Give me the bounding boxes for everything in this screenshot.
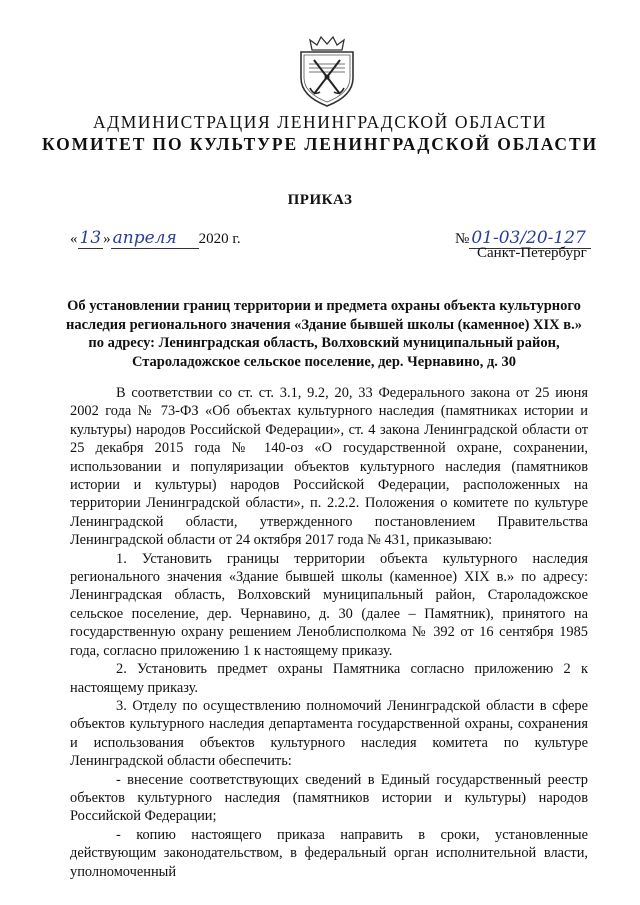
paragraph-subitem-copy: - копию настоящего приказа направить в сроки, установленные действующим законодательством, в федеральный орган исполнительной власти, уполномоченный [70,826,588,880]
date-month: апреля [111,228,199,249]
date-open-quote: « [70,231,78,247]
document-city: Санкт-Петербург [477,245,587,261]
paragraph-item-1: 1. Установить границы территории объекта культурного наследия регионального значения «Здание бывшей школы (каменное) XIX в.» по адресу: Ленинградская область, Волховский муниципальный район, Староладожское сельское поселение, дер. Чернавино, д. 30 (далее – Памятник), принятого на государственную охрану решением Леноблисполкома № 392 от 16 сентября 1985 года, согласно приложению 1 к настоящему приказу. [70,550,588,659]
organization-name: АДМИНИСТРАЦИЯ ЛЕНИНГРАДСКОЙ ОБЛАСТИ [93,112,547,132]
number-prefix: № [455,231,470,247]
document-date [70,228,241,249]
document-title: Об установлении границ территории и предмета охраны объекта культурного наследия регионального значения «Здание бывшей школы (каменное) XIX в.» по адресу: Ленинградская область, Волховский муниципальный район, Староладожское сельское поселение, дер. Чернавино, д. 30 [66,298,582,370]
committee-name: КОМИТЕТ ПО КУЛЬТУРЕ ЛЕНИНГРАДСКОЙ ОБЛАСТИ [41,134,599,154]
date-day: 13 [79,228,102,248]
coat-of-arms-icon [296,34,358,108]
paragraph-item-3: 3. Отделу по осуществлению полномочий Ленинградской области в сфере объектов культурного наследия департамента государственной охраны, сохранения и использования объектов культурного наследия комитета по культуре Ленинградской области обеспечить: [70,697,588,770]
paragraph-item-2: 2. Установить предмет охраны Памятника согласно приложению 2 к настоящему приказу. [70,661,588,696]
document-body [70,384,588,881]
date-close-quote: » [103,231,111,247]
number-value: 01-03/20-127 [469,228,591,249]
paragraph-subitem-registry: - внесение соответствующих сведений в Единый государственный реестр объектов культурного наследия (памятников истории и культуры) народов Российской Федерации; [70,771,588,825]
document-type: ПРИКАЗ [287,192,353,208]
paragraph-preamble: В соответствии со ст. ст. 3.1, 9.2, 20, 33 Федерального закона от 25 июня 2002 года № 73-ФЗ «Об объектах культурного наследия (памятниках истории и культуры) народов Российской Федерации», ст. 4 закона Ленинградской области от 25 декабря 2015 года № 140-оз «О государственной охране, сохранении, использовании и популяризации объектов культурного наследия (памятников истории и культуры) народов Российской Федерации, расположенных на территории Ленинградской области», п. 2.2.2. Положения о комитете по культуре Ленинградской области, утвержденного постановлением Правительства Ленинградской области от 24 октября 2017 года № 431, приказываю: [70,385,588,549]
date-year: 2020 г. [198,231,241,247]
